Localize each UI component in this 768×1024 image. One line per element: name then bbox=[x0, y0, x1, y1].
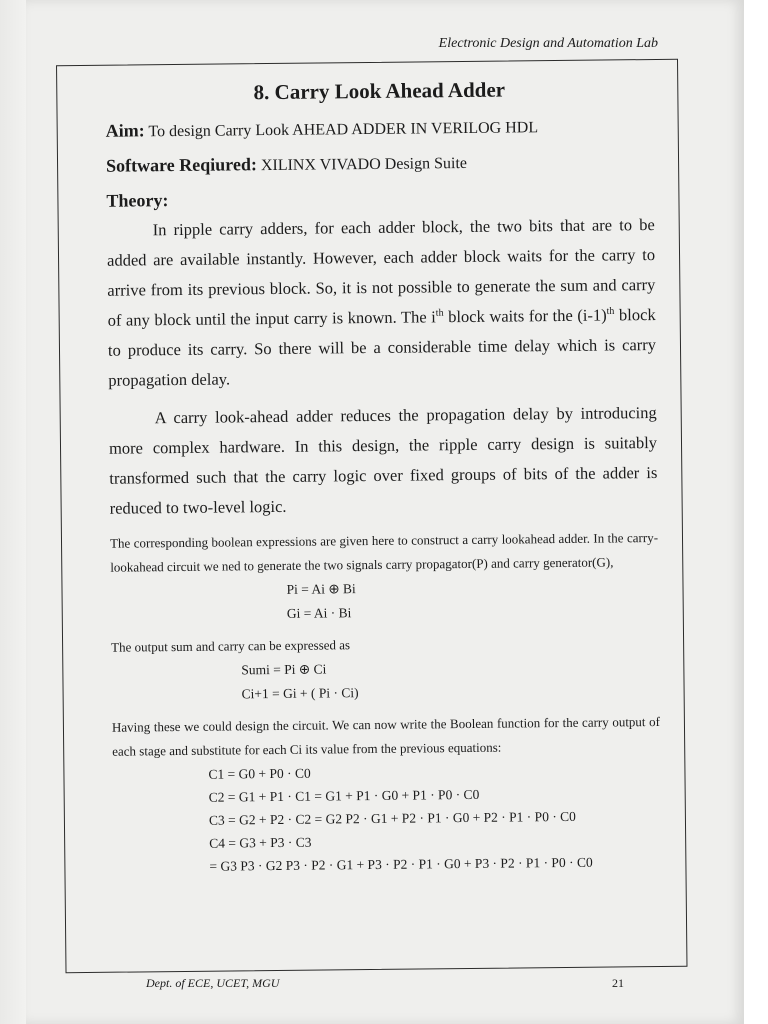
page-title: 8. Carry Look Ahead Adder bbox=[253, 77, 506, 105]
photo-right-edge bbox=[744, 0, 768, 1024]
p1-part-c: block to produce its carry. So there will be a considerable time delay which is carry propagation delay. bbox=[107, 304, 657, 390]
software-line bbox=[106, 150, 654, 177]
carry-equation: C1 = G0 + P0 · C0 bbox=[208, 765, 311, 782]
page-content bbox=[105, 76, 661, 879]
carry-equation: C3 = G2 + P2 · C2 = G2 P2 · G1 + P2 · P1 · G0 + P2 · P1 · P0 · C0 bbox=[208, 808, 576, 828]
theory-paragraph-3: The corresponding boolean expressions are given here to construct a carry lookahead adder. In the carry-lookahead circuit we ned to generate the two signals carry propagator(P) and carry generator(G), bbox=[109, 529, 659, 575]
theory-paragraph-5: Having these we could design the circuit. We can now write the Boolean function for the carry output of each stage and substitute for each Ci its value from the previous equations: bbox=[111, 713, 661, 759]
carry-equation: C4 = G3 + P3 · C3 bbox=[209, 834, 312, 851]
equation-carry: Ci+1 = Gi + ( Pi · Ci) bbox=[241, 685, 359, 702]
carry-equation: = G3 P3 · G2 P3 · P2 · G1 + P3 · P2 · P1 · G0 + P3 · P2 · P1 · P0 · C0 bbox=[209, 854, 593, 874]
footer-page-number: 21 bbox=[612, 976, 624, 990]
equation-sum: Sumi = Pi ⊕ Ci bbox=[241, 661, 327, 678]
page-border-frame bbox=[56, 59, 687, 973]
theory-paragraph-4: The output sum and carry can be expressed as bbox=[111, 637, 351, 655]
equation-generate: Gi = Ai · Bi bbox=[286, 605, 352, 621]
theory-heading: Theory: bbox=[106, 190, 169, 211]
aim-label: Aim: bbox=[105, 120, 145, 141]
photo-left-strip bbox=[0, 0, 26, 1024]
software-label: Software Reqiured: bbox=[105, 154, 257, 176]
aim-text: To design Carry Look AHEAD ADDER IN VERILOG HDL bbox=[148, 119, 539, 141]
p1-superscript-1: th bbox=[435, 307, 444, 319]
p1-superscript-2: th bbox=[606, 305, 615, 318]
running-header: Electronic Design and Automation Lab bbox=[438, 36, 658, 51]
aim-line bbox=[106, 115, 654, 142]
p1-part-b: block waits for the (i-1) bbox=[443, 305, 607, 327]
footer-department: Dept. of ECE, UCET, MGU bbox=[146, 976, 280, 990]
equation-propagate: Pi = Ai ⊕ Bi bbox=[286, 581, 356, 597]
p1-part-a: In ripple carry adders, for each adder block, the two bits that are to be added are available instantly. However, each adder block waits for the carry to arrive from its previous block. So, it is not possible to generate the sum and carry of any block until the input carry is known. The i bbox=[106, 214, 656, 330]
theory-paragraph-1 bbox=[107, 210, 657, 396]
software-text: XILINX VIVADO Design Suite bbox=[260, 154, 468, 175]
theory-paragraph-2: A carry look-ahead adder reduces the propagation delay by introducing more complex hardware. In this design, the ripple carry design is suitably transformed such that the carry logic over fixed groups of bits of the adder is reduced to two-level logic. bbox=[108, 402, 658, 518]
carry-equation: C2 = G1 + P1 · C1 = G1 + P1 · G0 + P1 · P0 · C0 bbox=[208, 786, 480, 805]
